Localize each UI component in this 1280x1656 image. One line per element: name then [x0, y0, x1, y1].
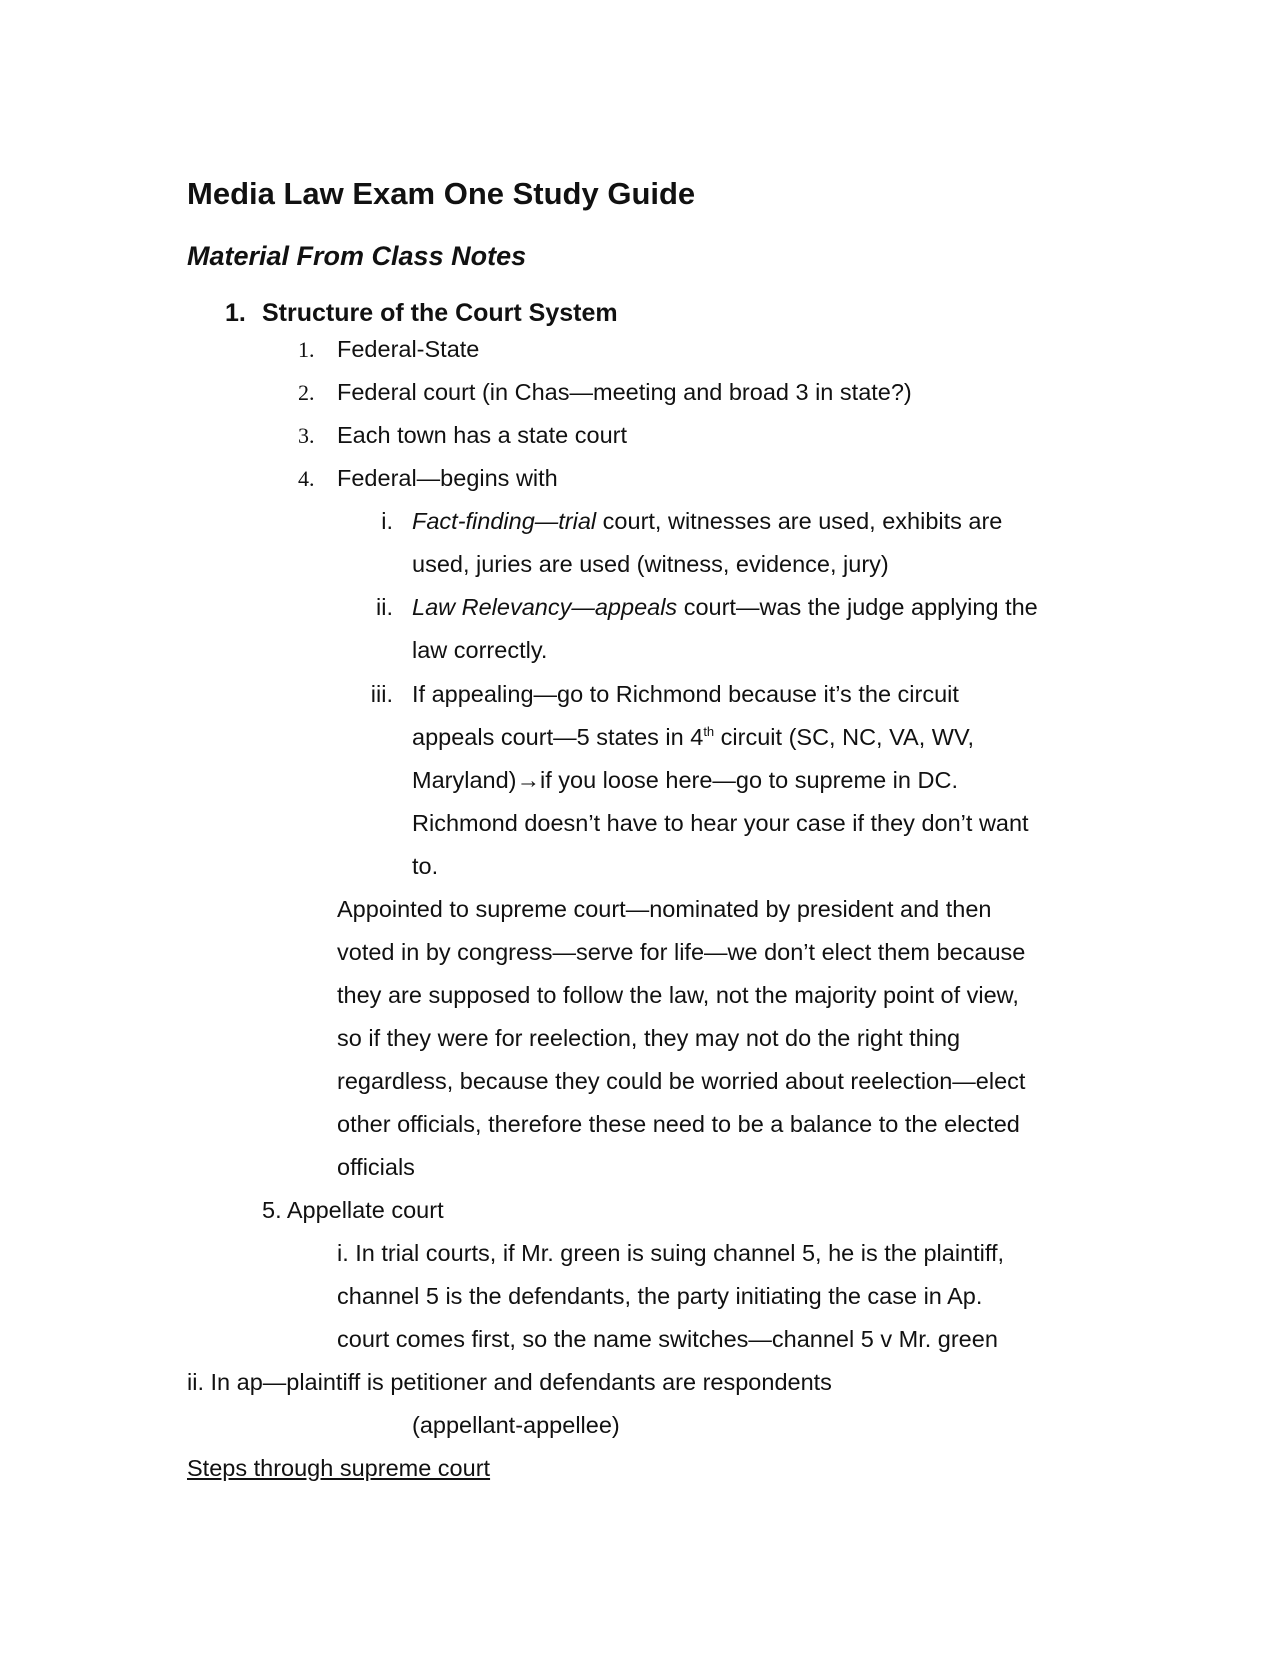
sub-item-segment: circuit (SC, NC, VA, WV,	[714, 724, 974, 750]
list-item-text: Federal-State	[337, 336, 480, 362]
sub-item-emphasis: Fact-finding—trial	[412, 508, 597, 534]
sub-item-rest: court—was the judge applying the	[677, 594, 1038, 620]
sub-item-text-continued: law correctly.	[412, 637, 548, 663]
sub-item-segment: appeals court—5 states in 4	[412, 724, 704, 750]
section-number: 1.	[225, 299, 246, 327]
list-item-number: 2.	[298, 380, 315, 405]
sub-item-text-continued: to.	[412, 853, 439, 879]
paragraph-line: officials	[337, 1154, 415, 1180]
paragraph-line: court comes first, so the name switches—channel 5 v Mr. green	[337, 1326, 998, 1352]
appellate-heading: 5. Appellate court	[262, 1197, 444, 1223]
list-item-number: 4.	[298, 466, 315, 491]
paragraph-line: so if they were for reelection, they may not do the right thing	[337, 1025, 961, 1051]
paragraph-line: Appointed to supreme court—nominated by president and then	[337, 896, 992, 922]
steps-heading: Steps through supreme court	[187, 1455, 491, 1481]
roman-numeral: i.	[381, 508, 393, 534]
paragraph-line: they are supposed to follow the law, not the majority point of view,	[337, 982, 1019, 1008]
sub-item-segment: if you loose here—go to supreme in DC.	[539, 767, 958, 793]
paragraph-line: regardless, because they could be worried about reelection—elect	[337, 1068, 1026, 1094]
list-item-number: 3.	[298, 423, 315, 448]
sub-item-text-continued: Richmond doesn’t have to hear your case if they don’t want	[412, 810, 1029, 836]
section-heading: Structure of the Court System	[262, 299, 618, 327]
list-item-number: 1.	[298, 337, 315, 362]
roman-numeral: ii.	[376, 594, 393, 620]
paragraph-line: other officials, therefore these need to be a balance to the elected	[337, 1111, 1020, 1137]
paragraph-line: voted in by congress—serve for life—we don’t elect them because	[337, 939, 1026, 965]
sub-item-text-continued	[412, 766, 958, 794]
sub-item-emphasis: Law Relevancy—appeals	[412, 594, 678, 620]
sub-item-text: If appealing—go to Richmond because it’s the circuit	[412, 681, 959, 707]
paragraph-line: channel 5 is the defendants, the party initiating the case in Ap.	[337, 1283, 983, 1309]
roman-numeral: iii.	[370, 681, 393, 707]
list-item-text: Each town has a state court	[337, 422, 627, 448]
list-item-text: Federal—begins with	[337, 465, 558, 491]
sub-item-segment: Maryland)	[412, 767, 517, 793]
ordinal-superscript: th	[703, 724, 715, 739]
paragraph-line: ii. In ap—plaintiff is petitioner and defendants are respondents	[187, 1369, 832, 1395]
sub-item-text-continued	[412, 723, 974, 751]
sub-item-text-continued: used, juries are used (witness, evidence, jury)	[412, 551, 889, 577]
arrow-right-icon: →	[516, 767, 540, 793]
paragraph-line: i. In trial courts, if Mr. green is suing channel 5, he is the plaintiff,	[337, 1240, 1005, 1266]
sub-item-text	[412, 593, 1038, 621]
document-subtitle: Material From Class Notes	[187, 241, 527, 271]
list-item-text: Federal court (in Chas—meeting and broad 3 in state?)	[337, 379, 912, 405]
paragraph-line: (appellant-appellee)	[412, 1412, 620, 1438]
sub-item-text	[412, 507, 1002, 535]
sub-item-rest: court, witnesses are used, exhibits are	[596, 508, 1003, 534]
document-title: Media Law Exam One Study Guide	[187, 176, 696, 211]
